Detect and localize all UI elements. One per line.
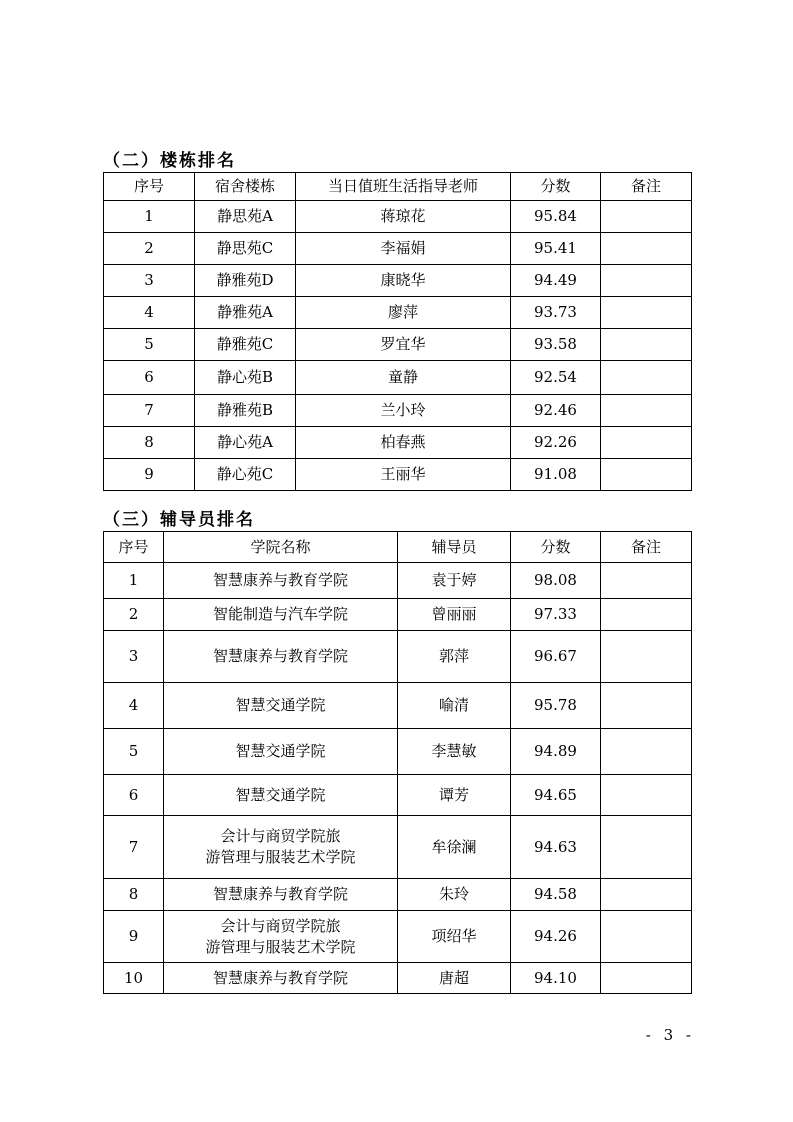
table-row bbox=[104, 729, 692, 775]
header-note: 备注 bbox=[601, 532, 692, 563]
cell-note bbox=[601, 361, 692, 395]
cell-note bbox=[601, 683, 692, 729]
cell-seq: 4 bbox=[104, 297, 195, 329]
cell-college: 智慧康养与教育学院 bbox=[164, 963, 398, 994]
header-score: 分数 bbox=[511, 173, 601, 201]
cell-seq: 5 bbox=[104, 329, 195, 361]
cell-score: 91.08 bbox=[511, 459, 601, 491]
cell-college: 智慧交通学院 bbox=[164, 729, 398, 775]
cell-score: 97.33 bbox=[511, 599, 601, 631]
counselor-ranking-table bbox=[103, 531, 692, 994]
cell-score: 98.08 bbox=[511, 563, 601, 599]
cell-teacher: 罗宜华 bbox=[296, 329, 511, 361]
cell-score: 95.78 bbox=[511, 683, 601, 729]
table-row bbox=[104, 879, 692, 911]
table-row bbox=[104, 233, 692, 265]
cell-score: 94.10 bbox=[511, 963, 601, 994]
cell-seq: 9 bbox=[104, 911, 164, 963]
cell-note bbox=[601, 911, 692, 963]
cell-score: 93.73 bbox=[511, 297, 601, 329]
page-number: - 3 - bbox=[645, 1026, 695, 1044]
cell-teacher: 蒋琼花 bbox=[296, 201, 511, 233]
cell-seq: 2 bbox=[104, 233, 195, 265]
table-row bbox=[104, 459, 692, 491]
cell-seq: 7 bbox=[104, 395, 195, 427]
cell-building: 静心苑A bbox=[195, 427, 296, 459]
cell-building: 静思苑C bbox=[195, 233, 296, 265]
header-teacher: 当日值班生活指导老师 bbox=[296, 173, 511, 201]
table-row bbox=[104, 911, 692, 963]
cell-college: 智慧康养与教育学院 bbox=[164, 631, 398, 683]
cell-teacher: 兰小玲 bbox=[296, 395, 511, 427]
cell-note bbox=[601, 963, 692, 994]
cell-counselor: 李慧敏 bbox=[398, 729, 511, 775]
table-row bbox=[104, 265, 692, 297]
header-building: 宿舍楼栋 bbox=[195, 173, 296, 201]
cell-college: 会计与商贸学院旅 游管理与服装艺术学院 bbox=[164, 816, 398, 879]
cell-seq: 7 bbox=[104, 816, 164, 879]
cell-seq: 8 bbox=[104, 879, 164, 911]
cell-score: 94.58 bbox=[511, 879, 601, 911]
cell-teacher: 王丽华 bbox=[296, 459, 511, 491]
cell-note bbox=[601, 427, 692, 459]
cell-building: 静雅苑C bbox=[195, 329, 296, 361]
cell-teacher: 李福娟 bbox=[296, 233, 511, 265]
header-college: 学院名称 bbox=[164, 532, 398, 563]
cell-seq: 9 bbox=[104, 459, 195, 491]
cell-teacher: 康晓华 bbox=[296, 265, 511, 297]
table-row bbox=[104, 631, 692, 683]
table-row bbox=[104, 361, 692, 395]
cell-score: 95.41 bbox=[511, 233, 601, 265]
cell-teacher: 柏春燕 bbox=[296, 427, 511, 459]
cell-building: 静雅苑D bbox=[195, 265, 296, 297]
cell-seq: 5 bbox=[104, 729, 164, 775]
cell-seq: 3 bbox=[104, 265, 195, 297]
cell-college: 智慧交通学院 bbox=[164, 683, 398, 729]
cell-counselor: 朱玲 bbox=[398, 879, 511, 911]
cell-seq: 2 bbox=[104, 599, 164, 631]
cell-seq: 4 bbox=[104, 683, 164, 729]
cell-counselor: 喻清 bbox=[398, 683, 511, 729]
cell-counselor: 牟徐澜 bbox=[398, 816, 511, 879]
table-row bbox=[104, 963, 692, 994]
table-row bbox=[104, 427, 692, 459]
cell-counselor: 郭萍 bbox=[398, 631, 511, 683]
section-title-counselor-ranking: （三）辅导员排名 bbox=[103, 510, 255, 530]
table-header-row bbox=[104, 173, 692, 201]
cell-seq: 3 bbox=[104, 631, 164, 683]
cell-score: 94.26 bbox=[511, 911, 601, 963]
cell-note bbox=[601, 879, 692, 911]
cell-seq: 1 bbox=[104, 201, 195, 233]
table-row bbox=[104, 563, 692, 599]
cell-college: 智慧康养与教育学院 bbox=[164, 563, 398, 599]
cell-building: 静心苑C bbox=[195, 459, 296, 491]
cell-building: 静雅苑B bbox=[195, 395, 296, 427]
section-title-building-ranking: （二）楼栋排名 bbox=[103, 151, 236, 171]
cell-score: 92.46 bbox=[511, 395, 601, 427]
cell-note bbox=[601, 201, 692, 233]
cell-note bbox=[601, 563, 692, 599]
cell-score: 92.26 bbox=[511, 427, 601, 459]
cell-score: 96.67 bbox=[511, 631, 601, 683]
header-counselor: 辅导员 bbox=[398, 532, 511, 563]
cell-note bbox=[601, 395, 692, 427]
cell-score: 92.54 bbox=[511, 361, 601, 395]
cell-note bbox=[601, 599, 692, 631]
table-row bbox=[104, 395, 692, 427]
building-ranking-table bbox=[103, 172, 692, 491]
header-seq: 序号 bbox=[104, 173, 195, 201]
cell-college: 智能制造与汽车学院 bbox=[164, 599, 398, 631]
cell-counselor: 曾丽丽 bbox=[398, 599, 511, 631]
cell-note bbox=[601, 729, 692, 775]
cell-note bbox=[601, 631, 692, 683]
cell-note bbox=[601, 297, 692, 329]
cell-teacher: 童静 bbox=[296, 361, 511, 395]
table-row bbox=[104, 683, 692, 729]
cell-building: 静雅苑A bbox=[195, 297, 296, 329]
table-header-row bbox=[104, 532, 692, 563]
cell-seq: 10 bbox=[104, 963, 164, 994]
cell-counselor: 袁于婷 bbox=[398, 563, 511, 599]
cell-college: 智慧康养与教育学院 bbox=[164, 879, 398, 911]
header-note: 备注 bbox=[601, 173, 692, 201]
cell-score: 94.89 bbox=[511, 729, 601, 775]
cell-seq: 6 bbox=[104, 775, 164, 816]
cell-note bbox=[601, 329, 692, 361]
header-seq: 序号 bbox=[104, 532, 164, 563]
cell-seq: 6 bbox=[104, 361, 195, 395]
cell-building: 静心苑B bbox=[195, 361, 296, 395]
cell-score: 94.49 bbox=[511, 265, 601, 297]
table-row bbox=[104, 775, 692, 816]
cell-seq: 8 bbox=[104, 427, 195, 459]
cell-seq: 1 bbox=[104, 563, 164, 599]
cell-building: 静思苑A bbox=[195, 201, 296, 233]
table-row bbox=[104, 297, 692, 329]
cell-note bbox=[601, 265, 692, 297]
cell-counselor: 项绍华 bbox=[398, 911, 511, 963]
cell-counselor: 谭芳 bbox=[398, 775, 511, 816]
table-row bbox=[104, 329, 692, 361]
cell-counselor: 唐超 bbox=[398, 963, 511, 994]
cell-note bbox=[601, 459, 692, 491]
cell-college: 会计与商贸学院旅 游管理与服装艺术学院 bbox=[164, 911, 398, 963]
header-score: 分数 bbox=[511, 532, 601, 563]
table-row bbox=[104, 816, 692, 879]
table-row bbox=[104, 599, 692, 631]
cell-college: 智慧交通学院 bbox=[164, 775, 398, 816]
table-row bbox=[104, 201, 692, 233]
cell-score: 94.65 bbox=[511, 775, 601, 816]
cell-note bbox=[601, 233, 692, 265]
cell-note bbox=[601, 816, 692, 879]
cell-note bbox=[601, 775, 692, 816]
cell-score: 94.63 bbox=[511, 816, 601, 879]
cell-score: 93.58 bbox=[511, 329, 601, 361]
cell-score: 95.84 bbox=[511, 201, 601, 233]
cell-teacher: 廖萍 bbox=[296, 297, 511, 329]
